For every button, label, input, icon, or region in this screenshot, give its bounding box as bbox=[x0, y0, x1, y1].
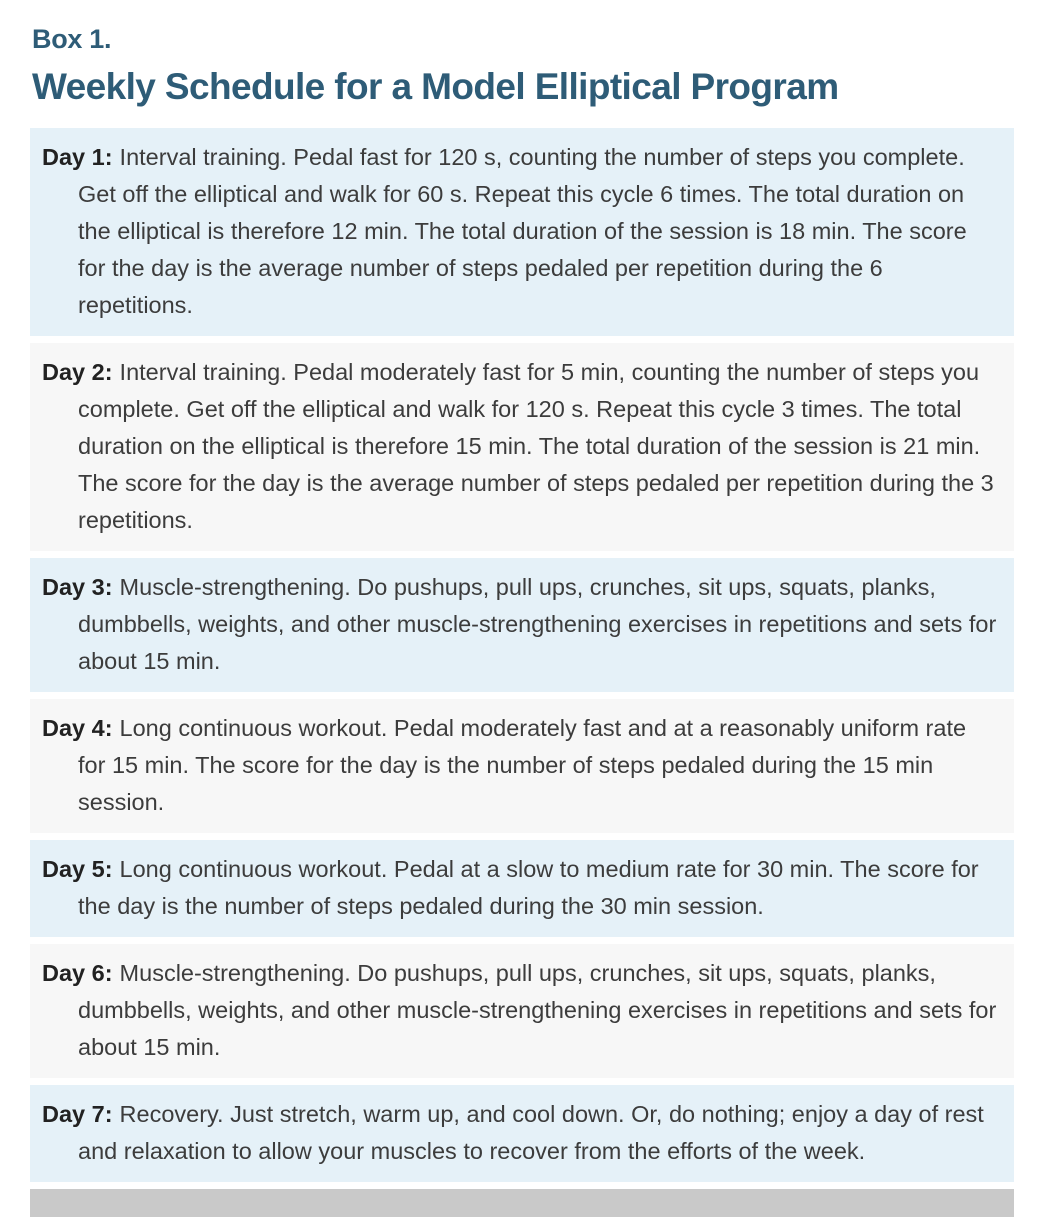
day-label: Day 4: bbox=[42, 714, 113, 741]
day-label: Day 7: bbox=[42, 1100, 113, 1127]
day-body: Recovery. Just stretch, warm up, and cool down. Or, do nothing; enjoy a day of rest and relaxation to allow your muscles to recover from the efforts of the week. bbox=[78, 1100, 984, 1164]
day-body: Muscle-strengthening. Do pushups, pull ups, crunches, sit ups, squats, planks, dumbbells, weights, and other muscle-strengthening exercises in repetitions and sets for about 15 min. bbox=[78, 959, 997, 1060]
day-text bbox=[42, 569, 998, 680]
day-body: Muscle-strengthening. Do pushups, pull ups, crunches, sit ups, squats, planks, dumbbells, weights, and other muscle-strengthening exercises in repetitions and sets for about 15 min. bbox=[78, 573, 997, 674]
day-row-4 bbox=[30, 699, 1014, 833]
footer-bar bbox=[30, 1189, 1014, 1217]
day-text bbox=[42, 354, 998, 539]
day-row-5 bbox=[30, 840, 1014, 937]
day-label: Day 6: bbox=[42, 959, 113, 986]
day-row-6 bbox=[30, 944, 1014, 1078]
day-row-2 bbox=[30, 343, 1014, 551]
day-text bbox=[42, 710, 998, 821]
day-body: Interval training. Pedal fast for 120 s, counting the number of steps you complete. Get off the elliptical and walk for 60 s. Repeat this cycle 6 times. The total duration on the elliptical is therefore 12 min. The total duration of the session is 18 min. The score for the day is the average number of steps pedaled per repetition during the 6 repetitions. bbox=[78, 143, 967, 318]
day-label: Day 5: bbox=[42, 855, 113, 882]
day-body: Interval training. Pedal moderately fast for 5 min, counting the number of steps you complete. Get off the elliptical and walk for 120 s. Repeat this cycle 3 times. The total duration on the elliptical is therefore 15 min. The total duration of the session is 21 min. The score for the day is the average number of steps pedaled per repetition during the 3 repetitions. bbox=[78, 358, 994, 533]
day-list bbox=[30, 128, 1014, 1182]
day-label: Day 2: bbox=[42, 358, 113, 385]
day-body: Long continuous workout. Pedal at a slow to medium rate for 30 min. The score for the day is the number of steps pedaled during the 30 min session. bbox=[78, 855, 979, 919]
day-text bbox=[42, 955, 998, 1066]
day-row-1 bbox=[30, 128, 1014, 336]
box-title: Weekly Schedule for a Model Elliptical Program bbox=[32, 66, 839, 107]
day-label: Day 1: bbox=[42, 143, 113, 170]
day-row-7 bbox=[30, 1085, 1014, 1182]
day-text bbox=[42, 851, 998, 925]
day-text bbox=[42, 1096, 998, 1170]
day-row-3 bbox=[30, 558, 1014, 692]
day-label: Day 3: bbox=[42, 573, 113, 600]
box-kicker: Box 1. bbox=[32, 24, 112, 54]
day-body: Long continuous workout. Pedal moderately fast and at a reasonably uniform rate for 15 min. The score for the day is the number of steps pedaled during the 15 min session. bbox=[78, 714, 967, 815]
day-text bbox=[42, 139, 998, 324]
